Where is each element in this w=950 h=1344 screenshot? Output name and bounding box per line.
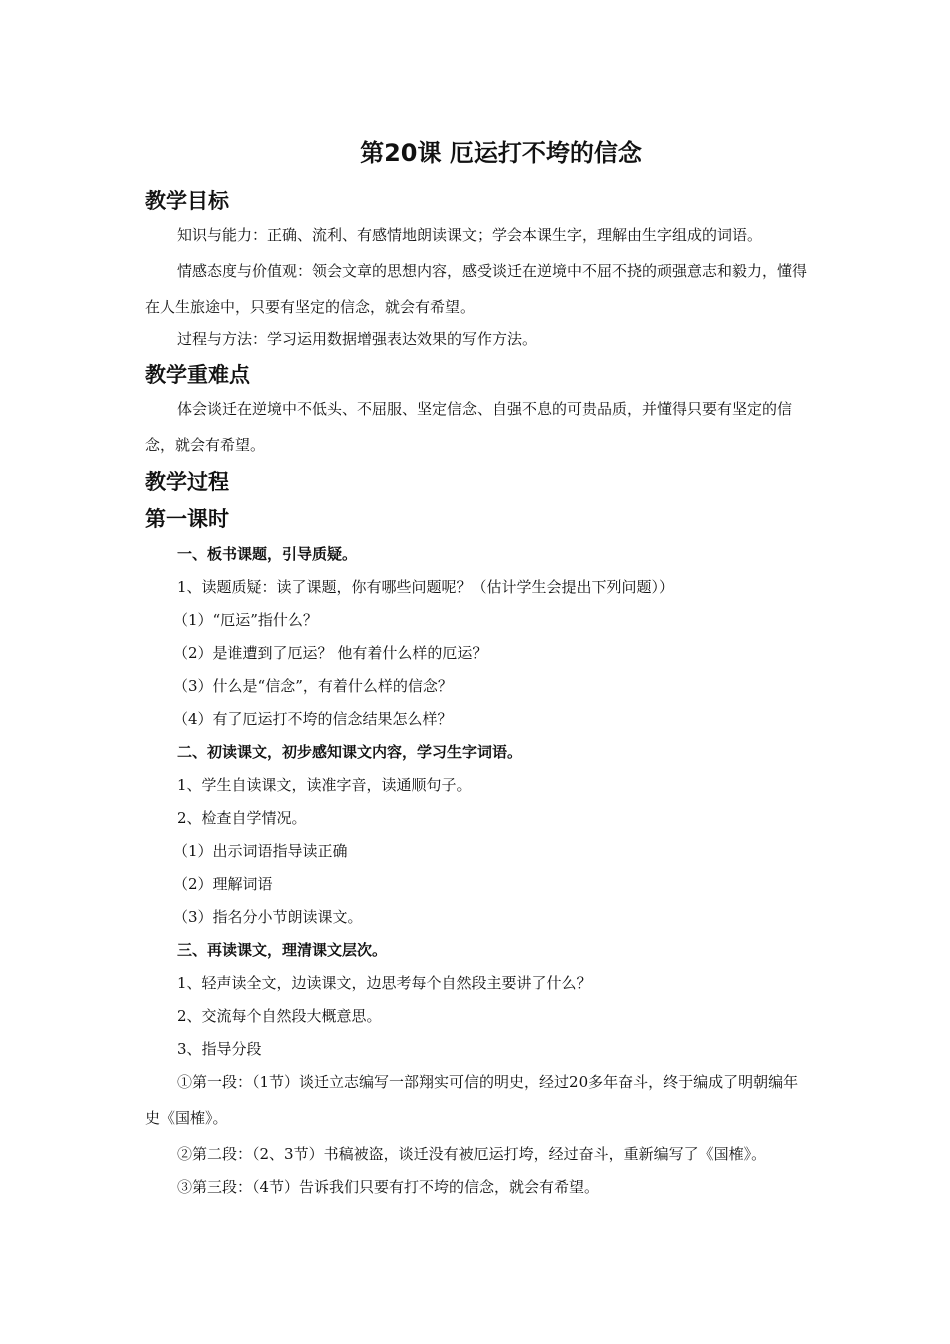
step-item: 2、检查自学情况。	[177, 809, 307, 827]
question-item: （2）是谁遭到了厄运？ 他有着什么样的厄运？	[173, 644, 488, 662]
step-item: 1、读题质疑：读了课题，你有哪些问题呢？（估计学生会提出下列问题））	[177, 578, 675, 596]
step-item: 1、轻声读全文，边读课文，边思考每个自然段主要讲了什么？	[177, 974, 592, 992]
sub-item: （2）理解词语	[173, 875, 273, 893]
keypoints-text: 体会谈迁在逆境中不低头、不屈服、坚定信念、自强不息的可贵品质，并懂得只要有坚定的信念，就会有希望。	[145, 400, 793, 454]
segment-2: ②第二段：（2、3节）书稿被盗，谈迁没有被厄运打垮，经过奋斗，重新编写了《国榷》。	[177, 1145, 767, 1163]
segment-1: ①第一段：（1节）谈迁立志编写一部翔实可信的明史，经过20多年奋斗，终于编成了明朝编年史《国榷》。	[145, 1073, 799, 1127]
keypoints-heading: 教学重难点	[145, 363, 250, 387]
step-item: 1、学生自读课文，读准字音，读通顺句子。	[177, 776, 472, 794]
segment-3: ③第三段：（4节）告诉我们只要有打不垮的信念，就会有希望。	[177, 1178, 600, 1196]
objectives-heading: 教学目标	[145, 189, 229, 213]
question-item: （1）“厄运”指什么？	[173, 611, 318, 629]
page-title: 第20课 厄运打不垮的信念	[360, 139, 642, 167]
sub-item: （1）出示词语指导读正确	[173, 842, 348, 860]
step-heading-2: 二、初读课文，初步感知课文内容，学习生字词语。	[177, 743, 523, 761]
question-item: （3）什么是“信念”，有着什么样的信念？	[173, 677, 453, 695]
process-heading: 教学过程	[145, 470, 229, 494]
objective-emotion: 情感态度与价值观：领会文章的思想内容，感受谈迁在逆境中不屈不挠的顽强意志和毅力，懂得在人生旅途中，只要有坚定的信念，就会有希望。	[145, 262, 808, 316]
step-item: 2、交流每个自然段大概意思。	[177, 1007, 382, 1025]
step-heading-3: 三、再读课文，理清课文层次。	[177, 941, 388, 959]
step-heading-1: 一、板书课题，引导质疑。	[177, 545, 358, 563]
step-item: 3、指导分段	[177, 1040, 262, 1058]
objective-method: 过程与方法：学习运用数据增强表达效果的写作方法。	[177, 330, 538, 348]
sub-item: （3）指名分小节朗读课文。	[173, 908, 363, 926]
objective-knowledge: 知识与能力：正确、流利、有感情地朗读课文；学会本课生字，理解由生字组成的词语。	[177, 226, 763, 244]
lesson1-heading: 第一课时	[145, 507, 229, 531]
question-item: （4）有了厄运打不垮的信念结果怎么样？	[173, 710, 453, 728]
